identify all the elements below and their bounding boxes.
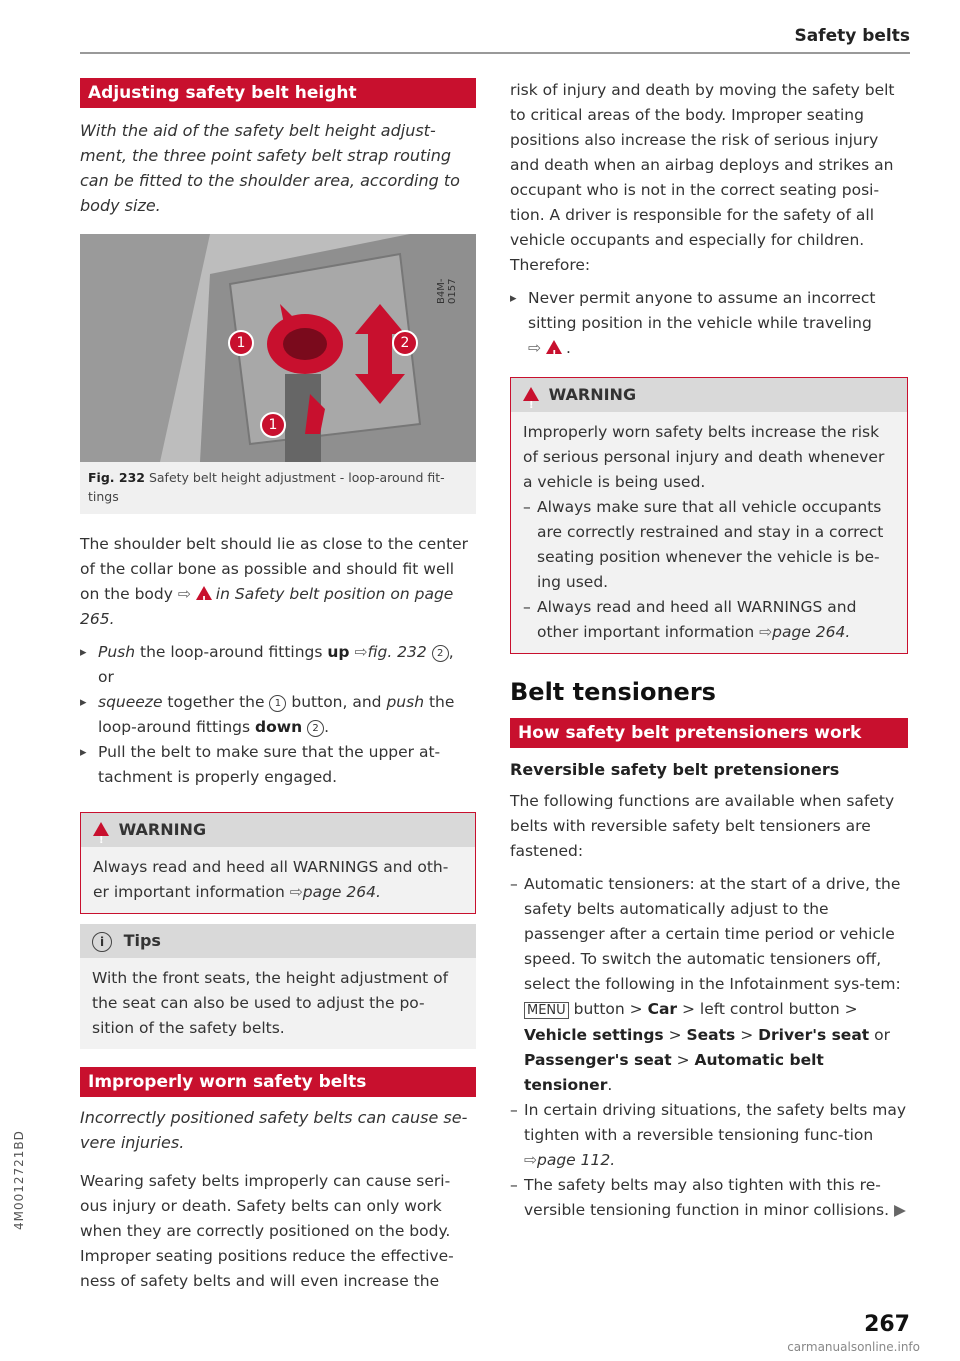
warning-box-2-body	[511, 412, 907, 653]
bullet-push-up: ▸ Push the loop-around fittings up ⇨fig. 232 2 , or	[80, 640, 476, 690]
warning-box-1-head	[81, 813, 475, 847]
d1-text: Automatic tensioners: at the start of a drive, the safety belts automatically adjust to the passenger after a certain time period or vehicle speed. To switch the automatic tensioners off, select the following in the Infotainment sys-tem:	[524, 875, 901, 993]
heading-how-pretensioners-work: How safety belt pretensioners work	[510, 718, 908, 748]
intro-improperly: Incorrectly positioned safety belts can cause se-vere injuries.	[80, 1108, 468, 1152]
warn2-dash-2	[523, 595, 895, 645]
b2-word: squeeze	[98, 693, 163, 711]
bullet-never-text: Never permit anyone to assume an incorrect sitting position in the vehicle while traveling	[528, 289, 876, 332]
warning-triangle-icon	[196, 586, 212, 600]
link-safety-belt-position[interactable]: in Safety belt position on page 265.	[80, 585, 454, 628]
d1-vehicle-settings: Vehicle settings	[524, 1026, 664, 1044]
d1-seats: Seats	[686, 1026, 736, 1044]
figure-callout-1-bottom: 1	[260, 412, 286, 438]
warn1-text: Always read and heed all WARNINGS and oth-er important information	[93, 858, 449, 901]
callout-2-icon: 2	[307, 720, 324, 737]
link-page-264[interactable]: page 264.	[302, 883, 381, 901]
heading-improperly-worn: Improperly worn safety belts	[80, 1067, 476, 1097]
callout-1-icon: 1	[269, 695, 286, 712]
callout-2-icon: 2	[432, 645, 449, 662]
arrow-icon: ⇨	[177, 585, 191, 603]
warning-box-1	[80, 812, 476, 914]
tips-box	[80, 924, 476, 1049]
link-page-112[interactable]: page 112.	[537, 1151, 616, 1169]
header-rule	[80, 52, 910, 54]
bullet-pull-belt: ▸ Pull the belt to make sure that the upper at-tachment is properly engaged.	[80, 740, 476, 790]
figure-232-image	[80, 234, 476, 462]
arrow-icon: ⇨	[289, 883, 303, 901]
document-code: 4M0012721BD	[12, 1130, 26, 1230]
dash-automatic-tensioners: – Automatic tensioners: at the start of a drive, the safety belts automatically adjust to the passenger after a certain time period or vehicle speed. To switch the automatic tensioners off, select the following in the Infotainment sys-tem: MENU button > Car > left control button > Vehicle settings > Seats > Driver's seat or Passenger's seat > Automatic belt tensioner.	[510, 872, 908, 1098]
warn2-d2-text: Always read and heed all WARNINGS and other important information	[537, 598, 857, 641]
b2-bold: down	[255, 718, 303, 736]
link-page-264[interactable]: page 264.	[772, 623, 851, 641]
arrow-icon: ⇨	[524, 1151, 537, 1169]
right-column	[510, 78, 908, 1223]
left-column	[80, 78, 476, 1294]
d1-or: or	[869, 1026, 890, 1044]
watermark: carmanualsonline.info	[787, 1340, 920, 1354]
continue-arrow-icon: ▶	[893, 1201, 906, 1219]
d2-text: In certain driving situations, the safety belts may tighten with a reversible tensioning func-tion	[524, 1101, 907, 1144]
dash-driving-situations	[510, 1098, 908, 1173]
section-header-title: Safety belts	[794, 26, 910, 46]
info-icon: i	[92, 932, 112, 952]
figure-callout-1-top: 1	[228, 330, 254, 356]
d1-button: button >	[568, 1000, 648, 1018]
paragraph-risk-continued: risk of injury and death by moving the safety belt to critical areas of the body. Improper seating positions also increase the risk of serious injury and death when an airbag deploys and strikes an occupant who is not in the correct seating posi-tion. A driver is responsible for the safety of all vehicle occupants and especially for children. Therefore:	[510, 81, 895, 274]
bullet-never-permit: ▸ Never permit anyone to assume an incorrect sitting position in the vehicle while traveling ⇨ ! .	[510, 286, 908, 361]
bullet-squeeze: ▸ squeeze together the 1 button, and push the loop-around fittings down 2 .	[80, 690, 476, 740]
warning-triangle-icon	[93, 822, 109, 836]
figure-callout-2: 2	[392, 330, 418, 356]
b2-word2: push	[386, 693, 425, 711]
paragraph-shoulder-belt	[80, 532, 476, 632]
d1-automatic-belt: Automatic belt tensioner	[524, 1051, 824, 1094]
d1-passenger-seat: Passenger's seat	[524, 1051, 672, 1069]
figure-caption-text: Safety belt height adjustment - loop-around fit-tings	[88, 470, 445, 504]
b2-text: together the	[162, 693, 270, 711]
menu-button-label: MENU	[524, 1002, 569, 1019]
paragraph-following-functions: The following functions are available when safety belts with reversible safety belt tensioners are fastened:	[510, 792, 895, 860]
intro-adjusting: With the aid of the safety belt height adjust-ment, the three point safety belt strap routing can be fitted to the shoulder area, according to body size.	[80, 121, 460, 215]
dash-minor-collisions	[510, 1173, 908, 1223]
figure-code: B4M-0157	[436, 278, 458, 304]
warning-box-2	[510, 377, 908, 654]
arrow-icon: ⇨	[354, 643, 368, 661]
figure-caption-number: Fig. 232	[88, 470, 145, 485]
heading-adjusting-height: Adjusting safety belt height	[80, 78, 476, 108]
heading-belt-tensioners: Belt tensioners	[510, 678, 716, 706]
d1-car: Car	[647, 1000, 678, 1018]
paragraph-wearing: Wearing safety belts improperly can cause seri-ous injury or death. Safety belts can only work when they are correctly positioned on the body. Improper seating positions reduce the effective-ness of safety belts and will even increase the	[80, 1172, 454, 1290]
b2-text2: button, and	[286, 693, 387, 711]
b1-text: the loop-around fittings	[135, 643, 328, 661]
warning-triangle-icon	[523, 387, 539, 401]
tips-title: Tips	[123, 931, 161, 950]
page-number: 267	[864, 1312, 910, 1337]
b1-or: or	[98, 668, 114, 686]
d3-text: The safety belts may also tighten with this re-versible tensioning function in minor collisions.	[524, 1176, 890, 1219]
warning-title: WARNING	[118, 820, 207, 839]
d1-left: > left control button >	[677, 1000, 858, 1018]
arrow-icon: ⇨	[759, 623, 773, 641]
warning-triangle-icon	[546, 340, 562, 354]
arrow-icon: ⇨	[528, 339, 541, 357]
warning-box-1-body	[81, 847, 475, 913]
warning-title: WARNING	[548, 385, 637, 404]
warn2-dash-1: – Always make sure that all vehicle occupants are correctly restrained and stay in a correct seating position whenever the vehicle is be-ing used.	[523, 495, 895, 595]
subheading-reversible: Reversible safety belt pretensioners	[510, 760, 840, 779]
warn2-text: Improperly worn safety belts increase the risk of serious personal injury and death whenever a vehicle is being used.	[523, 423, 885, 491]
tips-body: With the front seats, the height adjustment of the seat can also be used to adjust the po-sition of the safety belts.	[92, 969, 449, 1037]
tips-box-head	[80, 924, 476, 958]
b1-bold: up	[327, 643, 350, 661]
para1-text: The shoulder belt should lie as close to the center of the collar bone as possible and should fit well on the body	[80, 535, 469, 603]
b2-text3: the loop-around fittings	[98, 693, 455, 736]
b1-word: Push	[98, 643, 136, 661]
link-fig-232[interactable]: fig. 232	[367, 643, 427, 661]
d1-driver-seat: Driver's seat	[758, 1026, 870, 1044]
figure-caption	[80, 462, 476, 514]
warning-box-2-head	[511, 378, 907, 412]
